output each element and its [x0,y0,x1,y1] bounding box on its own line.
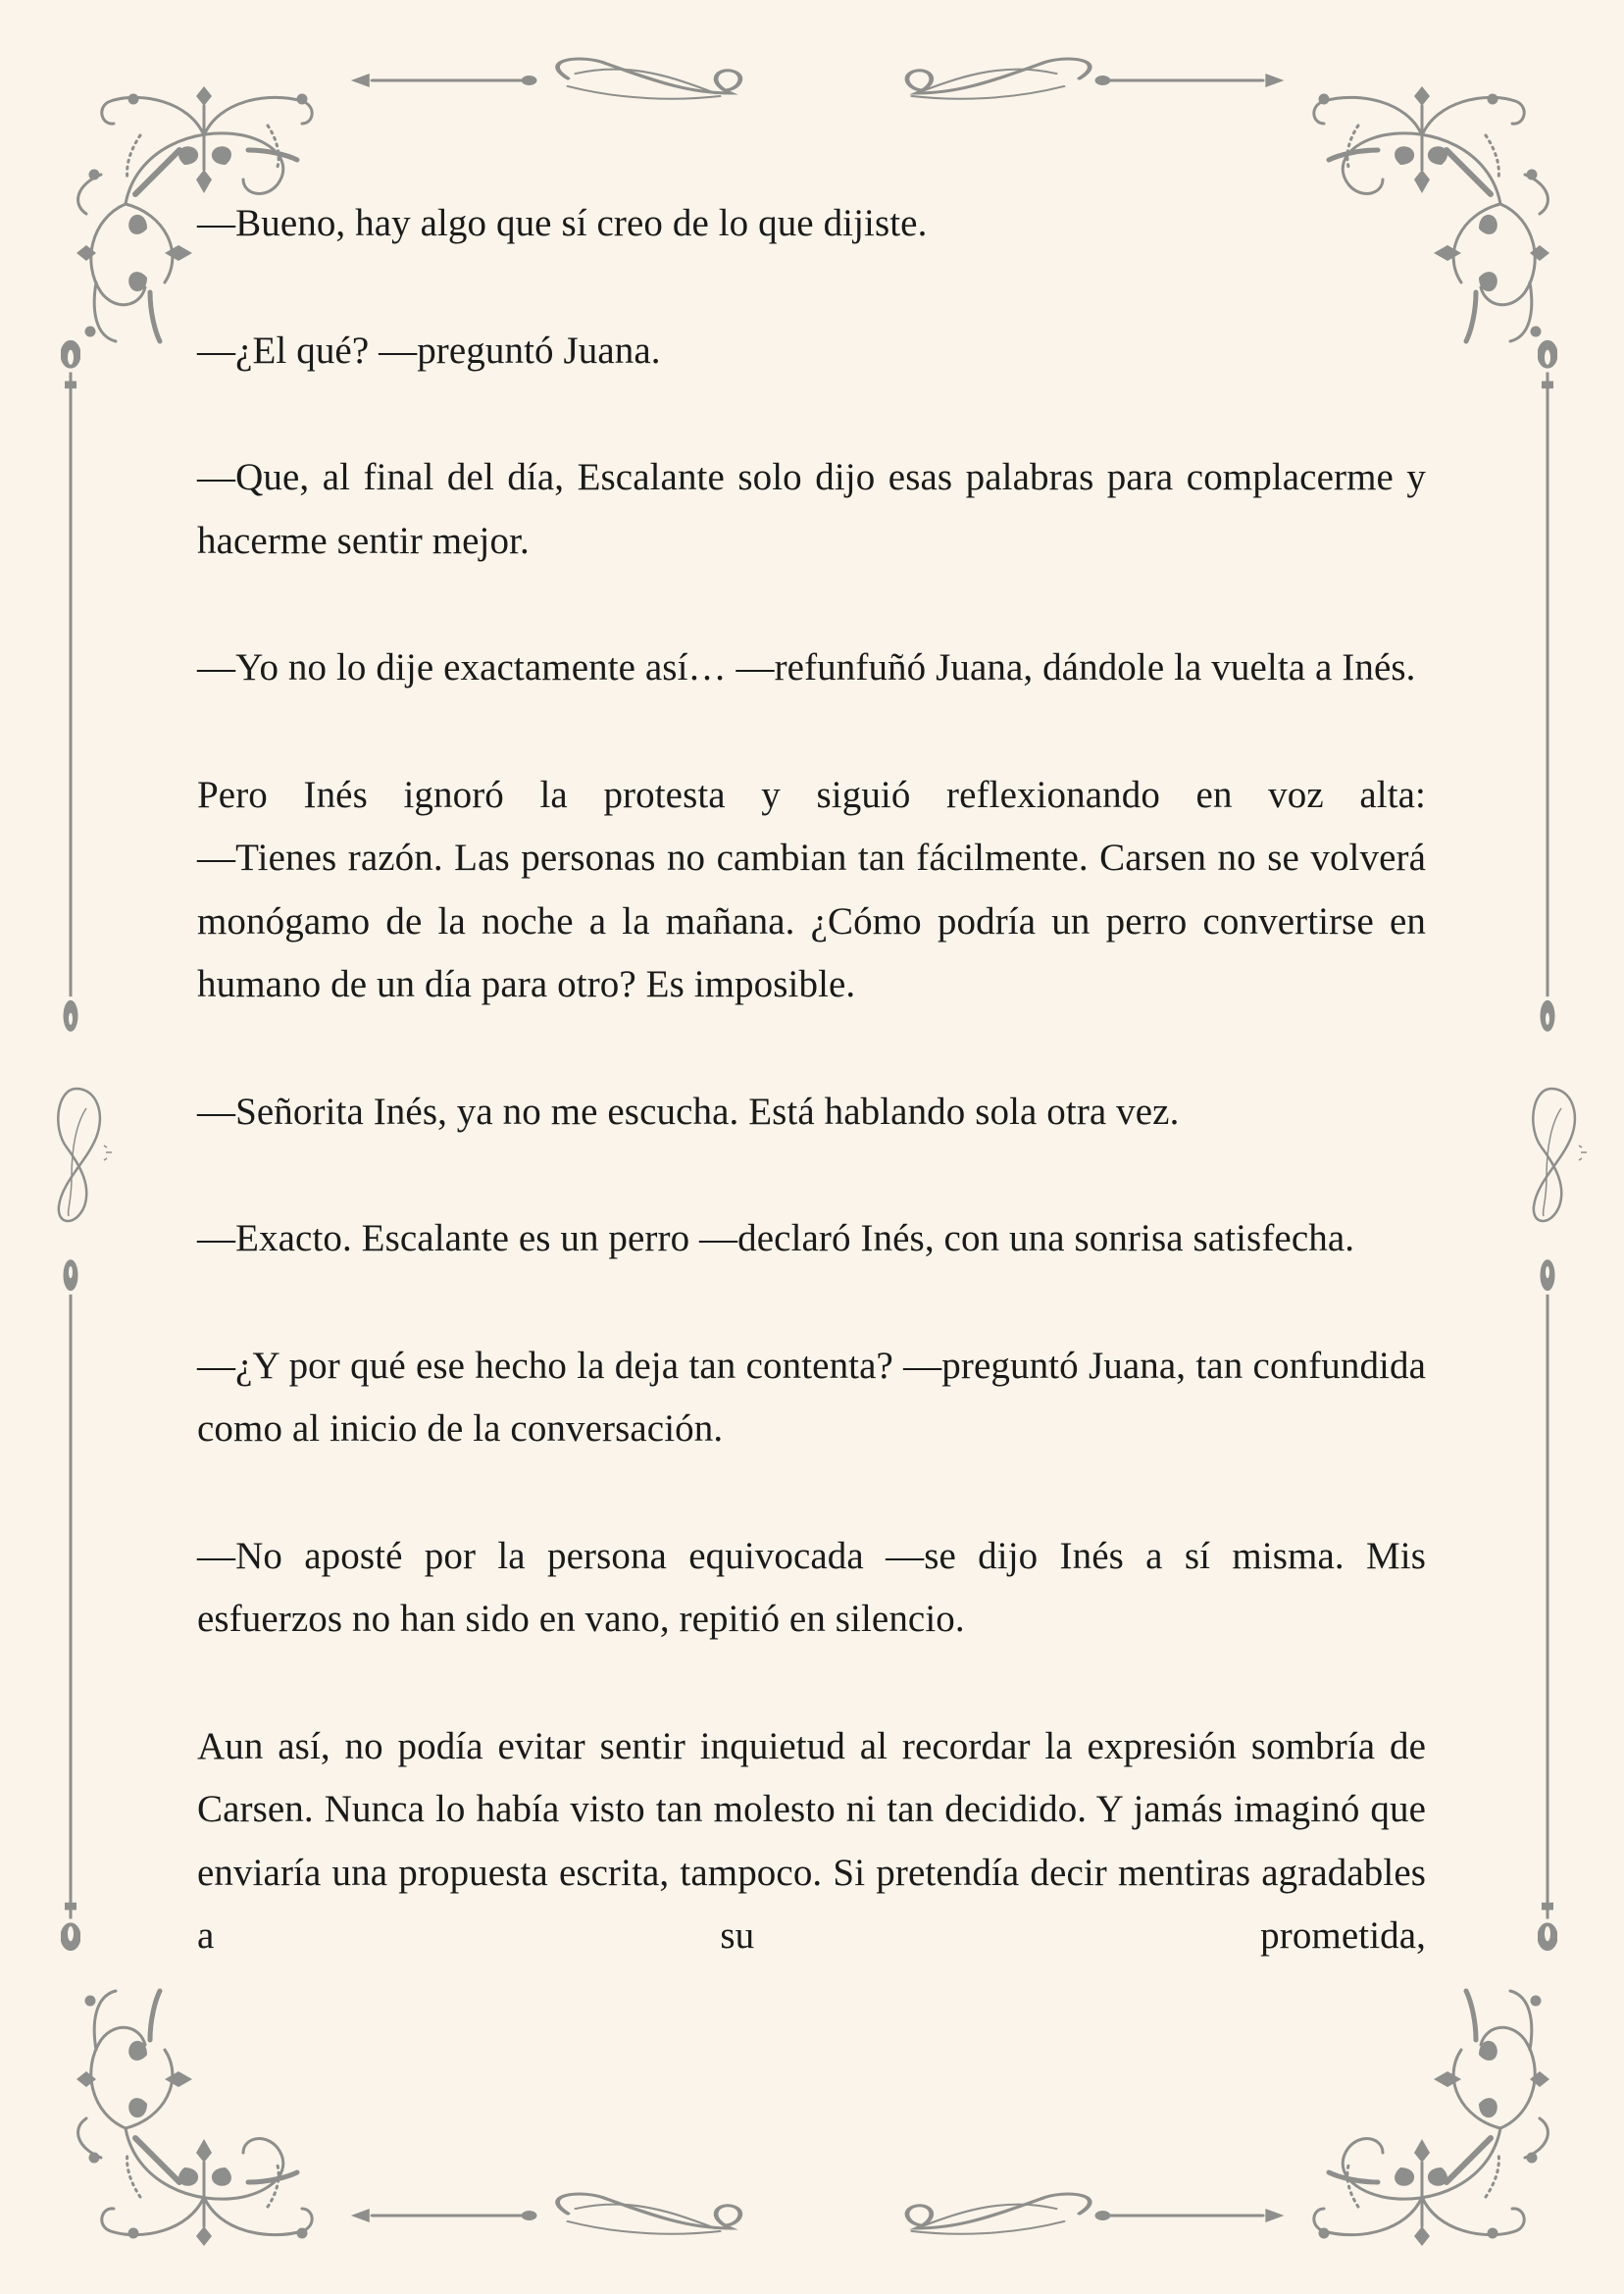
paragraph: —¿Y por qué ese hecho la deja tan contenta? —preguntó Juana, tan confundida como al inicio de la conversación. [197,1344,1426,1450]
right-upper-rule-icon [1538,328,1557,1034]
paragraph: —Bueno, hay algo que sí creo de lo que dijiste. [197,202,928,244]
left-upper-rule-icon [61,328,80,1034]
paragraph: —Exacto. Escalante es un perro —declaró Inés, con una sonrisa satisfecha. [197,1217,1355,1259]
paragraph: Aun así, no podía evitar sentir inquietud al recordar la expresión sombría de Carsen. Nunca lo había visto tan molesto ni tan decidido. Y jamás imaginó que enviaría una propuesta escrita, tampoco. Si pretendía decir mentiras agradables a su prometida, [197,1724,1426,1957]
paragraph-line: —Tienes razón. Las personas no cambian tan fácilmente. Carsen no se volverá monógamo de la noche a la mañana. ¿Cómo podría un perro convertirse en humano de un día para otro? Es imposible. [197,837,1426,1005]
paragraph: —Que, al final del día, Escalante solo dijo esas palabras para complacerme y hacerme sentir mejor. [197,456,1426,562]
left-infinity-knot-icon [47,1069,116,1236]
paragraph-line: Pero Inés ignoró la protesta y siguió reflexionando en voz alta: [197,773,1426,816]
top-scroll-divider-icon [335,39,1296,123]
right-infinity-knot-icon [1522,1069,1591,1236]
paragraph: —Yo no lo dije exactamente así… —refunfuñó Juana, dándole la vuelta a Inés. [197,646,1416,688]
paragraph [197,764,1426,1017]
paragraph: —Señorita Inés, ya no me escucha. Está hablando sola otra vez. [197,1090,1180,1133]
paragraph: —No aposté por la persona equivocada —se dijo Inés a sí misma. Mis esfuerzos no han sido en vano, repitió en silencio. [197,1534,1426,1640]
bottom-scroll-divider-icon [335,2174,1296,2258]
right-lower-rule-icon [1538,1257,1557,1963]
left-lower-rule-icon [61,1257,80,1963]
paragraph: —¿El qué? —preguntó Juana. [197,329,661,372]
page-body [197,192,1426,2032]
